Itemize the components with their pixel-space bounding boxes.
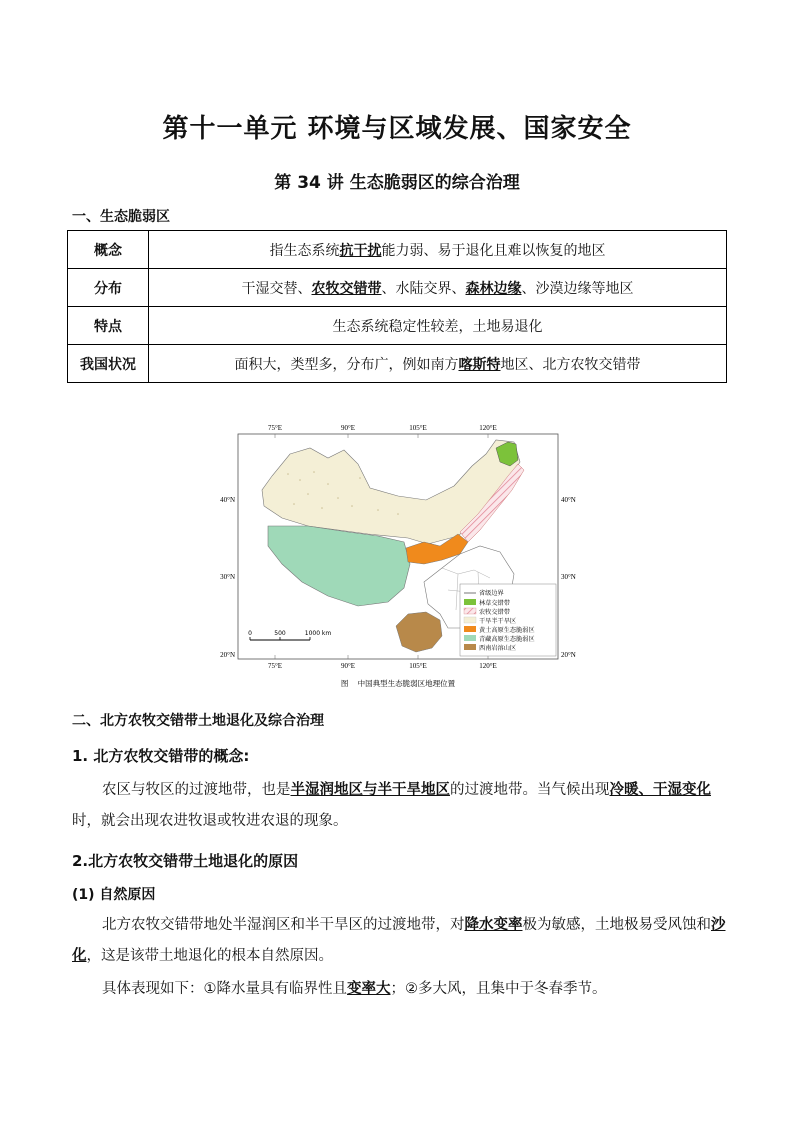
lon-label: 90°E xyxy=(340,662,356,670)
row-value: 指生态系统抗干扰能力弱、易于退化且难以恢复的地区 xyxy=(149,231,727,269)
svg-text:1000 km: 1000 km xyxy=(304,630,332,637)
lon-label: 75°E xyxy=(267,662,283,670)
svg-text:干旱半干旱区: 干旱半干旱区 xyxy=(479,618,517,625)
table-row xyxy=(68,345,727,383)
lon-label: 105°E xyxy=(409,662,427,670)
row-value: 干湿交替、农牧交错带、水陆交界、森林边缘、沙漠边缘等地区 xyxy=(149,269,727,307)
svg-text:西南岩溶山区: 西南岩溶山区 xyxy=(479,645,517,652)
table-row xyxy=(68,269,727,307)
section-heading-1: 一、生态脆弱区 xyxy=(72,209,170,225)
reason-heading: 2.北方农牧交错带土地退化的原因 xyxy=(72,852,299,870)
concept-paragraph: 农区与牧区的过渡地带，也是半湿润地区与半干旱地区的过渡地带。当气候出现冷暖、干湿变化时，就会出现农进牧退或牧进农退的现象。 xyxy=(72,782,711,829)
lesson-title: 第 34 讲 生态脆弱区的综合治理 xyxy=(274,173,520,193)
lon-label: 120°E xyxy=(479,662,497,670)
svg-text:500: 500 xyxy=(274,630,286,637)
table-row xyxy=(68,307,727,345)
section-heading-2: 二、北方农牧交错带土地退化及综合治理 xyxy=(72,713,324,729)
nature-paragraph: 北方农牧交错带地处半湿润区和半干旱区的过渡地带，对降水变率极为敏感，土地极易受风蚀和沙化，这是该带土地退化的根本自然原因。 xyxy=(72,917,726,964)
svg-text:0: 0 xyxy=(248,630,252,637)
lon-label: 90°E xyxy=(340,424,356,432)
row-key: 分布 xyxy=(68,269,149,307)
map-legend xyxy=(460,584,556,656)
info-table xyxy=(67,230,727,383)
svg-text:黄土高原生态脆弱区: 黄土高原生态脆弱区 xyxy=(479,627,535,634)
row-value: 生态系统稳定性较差，土地易退化 xyxy=(149,307,727,345)
lon-label: 105°E xyxy=(409,424,427,432)
lat-label: 30°N xyxy=(220,573,235,581)
svg-text:农牧交错带: 农牧交错带 xyxy=(479,609,510,616)
row-value: 面积大，类型多，分布广，例如南方喀斯特地区、北方农牧交错带 xyxy=(149,345,727,383)
concept-heading: 1. 北方农牧交错带的概念: xyxy=(72,747,250,765)
page-title: 第十一单元 环境与区域发展、国家安全 xyxy=(162,114,632,144)
nature-heading: (1) 自然原因 xyxy=(72,887,156,903)
svg-text:青藏高原生态脆弱区: 青藏高原生态脆弱区 xyxy=(479,636,535,643)
lat-label: 40°N xyxy=(220,496,235,504)
detail-paragraph: 具体表现如下：①降水量具有临界性且变率大；②多大风，且集中于冬春季节。 xyxy=(102,981,607,997)
row-key: 概念 xyxy=(68,231,149,269)
lat-label: 30°N xyxy=(561,573,576,581)
china-fragile-zones-map xyxy=(220,414,576,694)
lat-label: 40°N xyxy=(561,496,576,504)
lon-label: 75°E xyxy=(267,424,283,432)
map-caption: 图 中国典型生态脆弱区地理位置 xyxy=(340,679,456,688)
row-key: 我国状况 xyxy=(68,345,149,383)
svg-text:林草交错带: 林草交错带 xyxy=(479,600,510,607)
table-row xyxy=(68,231,727,269)
lat-label: 20°N xyxy=(220,651,235,659)
svg-text:省级边界: 省级边界 xyxy=(479,590,504,597)
lon-label: 120°E xyxy=(479,424,497,432)
row-key: 特点 xyxy=(68,307,149,345)
lat-label: 20°N xyxy=(561,651,576,659)
